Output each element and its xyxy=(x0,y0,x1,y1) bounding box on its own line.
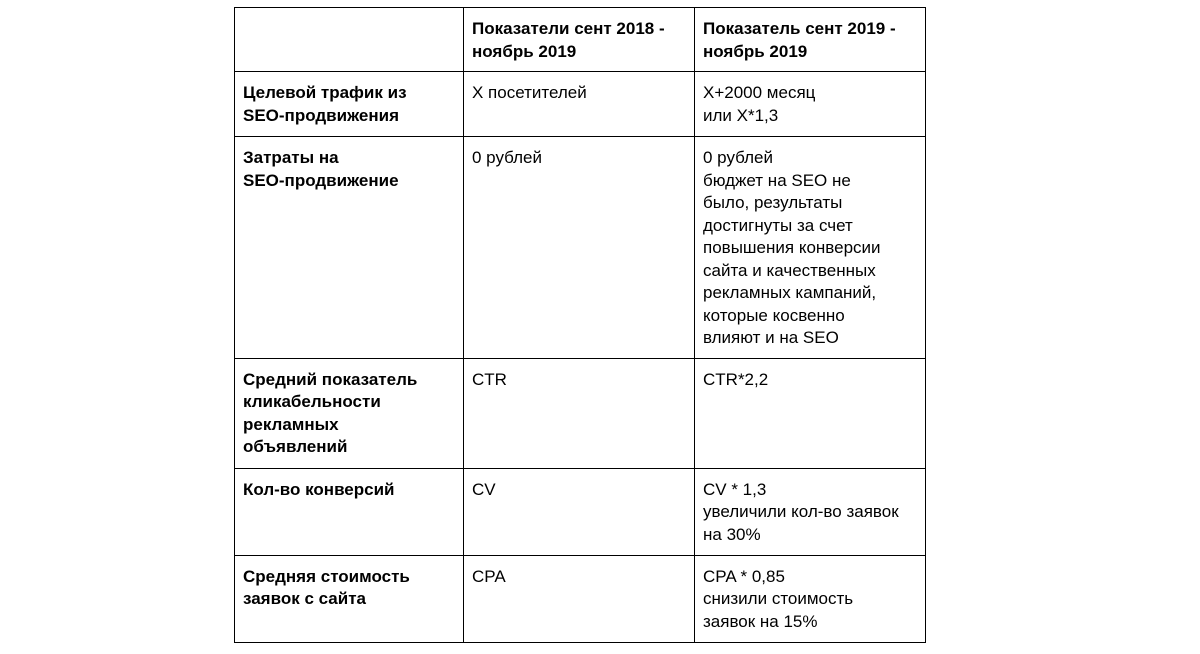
metric-cell: Средняя стоимость заявок с сайта xyxy=(235,555,464,642)
metric-cell: Целевой трафик из SEO-продвижения xyxy=(235,72,464,137)
before-value-cell: CV xyxy=(464,468,695,555)
before-value-cell: CTR xyxy=(464,358,695,468)
metric-cell: Средний показатель кликабельности рекламных объявлений xyxy=(235,358,464,468)
table-row xyxy=(235,555,926,642)
metric-cell: Кол-во конверсий xyxy=(235,468,464,555)
before-value-cell: Х посетителей xyxy=(464,72,695,137)
metric-cell: Затраты на SEO-продвижение xyxy=(235,137,464,359)
table-row xyxy=(235,72,926,137)
table-header-row xyxy=(235,8,926,72)
after-value-cell: 0 рублей бюджет на SEO не было, результаты достигнуты за счет повышения конверсии сайта и качественных рекламных кампаний, которые косвенно влияют и на SEO xyxy=(695,137,926,359)
header-cell-2018: Показатели сент 2018 - ноябрь 2019 xyxy=(464,8,695,72)
after-value-cell: CV * 1,3 увеличили кол-во заявок на 30% xyxy=(695,468,926,555)
after-value-cell: Х+2000 месяц или Х*1,3 xyxy=(695,72,926,137)
header-corner-cell xyxy=(235,8,464,72)
before-value-cell: CPA xyxy=(464,555,695,642)
header-cell-2019: Показатель сент 2019 - ноябрь 2019 xyxy=(695,8,926,72)
table-row xyxy=(235,358,926,468)
after-value-cell: CPA * 0,85 снизили стоимость заявок на 15% xyxy=(695,555,926,642)
table-row xyxy=(235,468,926,555)
before-value-cell: 0 рублей xyxy=(464,137,695,359)
kpi-comparison-table xyxy=(234,7,926,643)
after-value-cell: CTR*2,2 xyxy=(695,358,926,468)
table-row xyxy=(235,137,926,359)
